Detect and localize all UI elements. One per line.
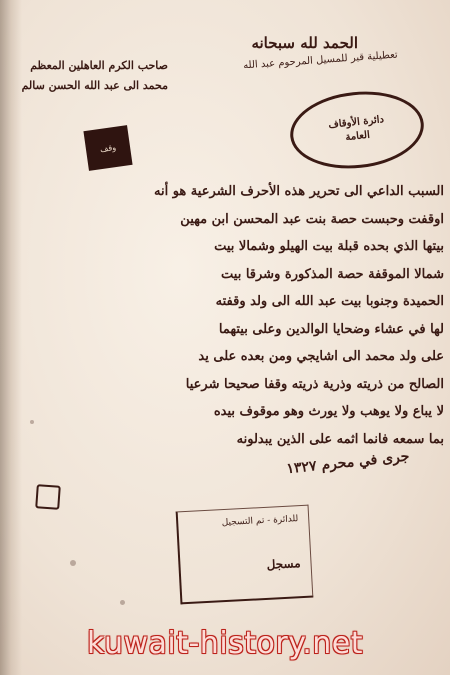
body-line: الصالح من ذريته وذرية ذريته وقفا صحيحا شرعيا: [185, 376, 444, 392]
oval-stamp: [286, 85, 427, 175]
body-line: بما سمعه فانما اثمه على الذين يبدلونه: [236, 431, 444, 447]
ink-speck: [30, 420, 34, 424]
document-subject: تعطيلية قبر للمسيل المرحوم عبد الله: [242, 49, 399, 72]
oval-stamp-line-2: العامة: [344, 129, 371, 144]
ink-seal: وقف: [83, 125, 132, 171]
address-line-1: صاحب الكرم العاهلين المعظم: [30, 59, 168, 72]
registration-stamp: [176, 505, 314, 605]
body-line: على ولد محمد الى اشايجي ومن بعده على يد: [198, 349, 444, 364]
ink-speck: [70, 560, 76, 566]
body-line: بيتها الذي بحده قبلة بيت الهيلو وشمالا بيت: [214, 239, 444, 254]
body-line: لها في عشاء وضحايا الوالدين وعلى بيتهما: [218, 321, 444, 337]
address-block: [18, 56, 168, 96]
oval-stamp-line-1: دائرة الأوقاف: [327, 114, 385, 131]
registration-stamp-text: للدائرة - تم التسجيل: [221, 514, 299, 529]
body-line: السبب الداعي الى تحرير هذه الأحرف الشرعية هو أنه: [153, 184, 444, 199]
body-line: شمالا الموقفة حصة المذكورة وشرقا بيت: [221, 266, 444, 282]
body-line: الحميدة وجنوبا بيت عبد الله الى ولد وقفته: [215, 294, 444, 309]
site-watermark: kuwait-history.net: [87, 626, 363, 661]
paper-edge-shadow: [0, 0, 22, 675]
document-body: [20, 178, 444, 453]
address-line-2: محمد الى عبد الله الحسن سالم: [21, 79, 168, 92]
body-line: لا يباع ولا يوهب ولا يورث وهو موقوف بيده: [213, 404, 444, 419]
small-seal: [35, 484, 61, 510]
registration-signature: مسجل: [266, 556, 301, 572]
ink-speck: [120, 600, 125, 605]
document-heading: الحمد لله سبحانه: [251, 34, 358, 52]
date-line: جرى في محرم ١٣٢٧: [285, 448, 411, 478]
body-line: اوقفت وحبست حصة بنت عبد المحسن ابن مهين: [180, 211, 444, 227]
